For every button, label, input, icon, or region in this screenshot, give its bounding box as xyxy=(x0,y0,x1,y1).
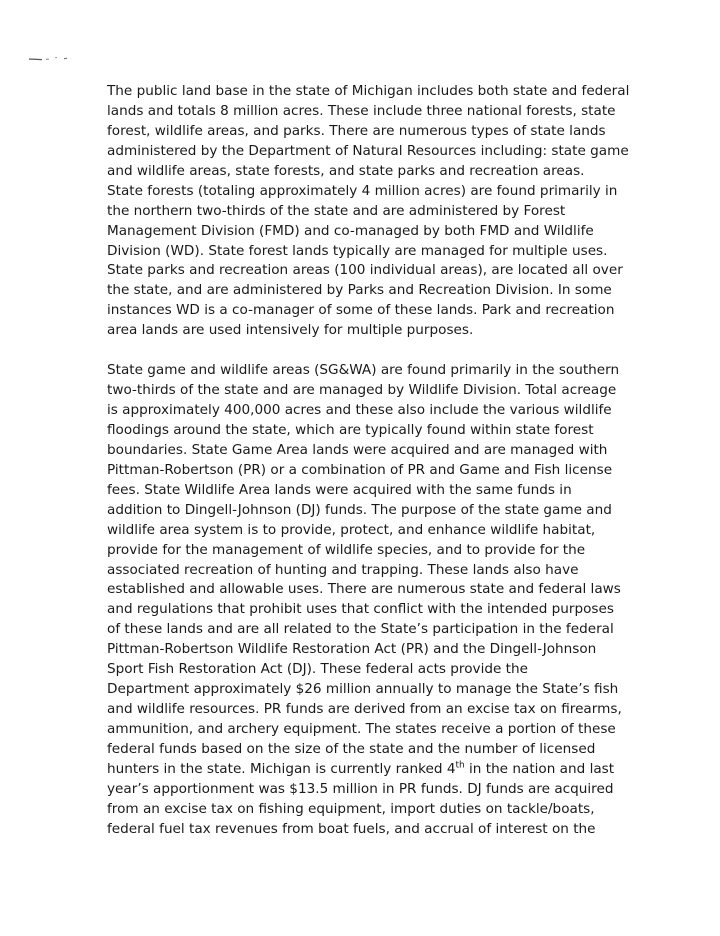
text-line: and regulations that prohibit uses that conflict with the intended purposes xyxy=(107,601,614,618)
text-line: The public land base in the state of Michigan includes both state and federal xyxy=(107,83,630,99)
text-line-ranking xyxy=(107,760,707,780)
text-line: from an excise tax on fishing equipment, import duties on tackle/boats, xyxy=(107,800,595,817)
text-line: Sport Fish Restoration Act (DJ). These federal acts provide the xyxy=(107,661,528,678)
text-line: area lands are used intensively for multiple purposes. xyxy=(107,322,474,339)
text-line: administered by the Department of Natural Resources including: state game xyxy=(107,142,629,159)
text-line: ammunition, and archery equipment. The states receive a portion of these xyxy=(107,721,616,737)
text-line: addition to Dingell-Johnson (DJ) funds. The purpose of the state game and xyxy=(107,501,612,518)
text-line: State parks and recreation areas (100 individual areas), are located all over xyxy=(107,262,623,279)
text-line: year’s apportionment was $13.5 million in PR funds. DJ funds are acquired xyxy=(107,780,614,797)
paragraph-public-land-base xyxy=(107,82,707,341)
text-line: floodings around the state, which are typically found within state forest xyxy=(107,421,594,438)
text-line: and wildlife resources. PR funds are derived from an excise tax on firearms, xyxy=(107,701,622,718)
text-line: forest, wildlife areas, and parks. There are numerous types of state lands xyxy=(107,122,606,139)
text-line: lands and totals 8 million acres. These include three national forests, state xyxy=(107,102,616,119)
ranking-text-after: in the nation and last xyxy=(464,760,615,777)
text-line: is approximately 400,000 acres and these also include the various wildlife xyxy=(107,402,612,418)
text-line: Division (WD). State forest lands typically are managed for multiple uses. xyxy=(107,242,608,259)
text-line: federal funds based on the size of the state and the number of licensed xyxy=(107,740,596,757)
text-line: instances WD is a co-manager of some of these lands. Park and recreation xyxy=(107,302,615,319)
text-line: State forests (totaling approximately 4 million acres) are found primarily in xyxy=(107,182,618,199)
text-line: the northern two-thirds of the state and are administered by Forest xyxy=(107,202,566,219)
paragraph-state-game-wildlife-areas xyxy=(107,361,707,840)
text-line: Pittman-Robertson (PR) or a combination of PR and Game and Fish license xyxy=(107,461,613,478)
text-line: the state, and are administered by Parks and Recreation Division. In some xyxy=(107,282,612,299)
text-line: federal fuel tax revenues from boat fuels, and accrual of interest on the xyxy=(107,820,596,837)
text-line: provide for the management of wildlife species, and to provide for the xyxy=(107,541,586,558)
text-line: two-thirds of the state and are managed by Wildlife Division. Total acreage xyxy=(107,382,617,399)
text-line: Pittman-Robertson Wildlife Restoration Act (PR) and the Dingell-Johnson xyxy=(107,641,597,658)
ordinal-superscript: th xyxy=(455,760,465,771)
text-line: Department approximately $26 million annually to manage the State’s fish xyxy=(107,681,619,698)
text-line: associated recreation of hunting and trapping. These lands also have xyxy=(107,561,579,578)
text-line: fees. State Wildlife Area lands were acquired with the same funds in xyxy=(107,481,572,498)
body-text xyxy=(107,82,707,840)
text-line: boundaries. State Game Area lands were acquired and are managed with xyxy=(107,441,608,458)
text-line: established and allowable uses. There are numerous state and federal laws xyxy=(107,581,621,598)
ranking-text-before: hunters in the state. Michigan is currently ranked 4 xyxy=(107,760,456,777)
scan-artifact-mark xyxy=(28,56,72,62)
paragraph-spacer xyxy=(107,341,707,361)
text-line: State game and wildlife areas (SG&WA) are found primarily in the southern xyxy=(107,362,620,379)
text-line: of these lands and are all related to the State’s participation in the federal xyxy=(107,621,614,638)
text-line: Management Division (FMD) and co-managed by both FMD and Wildlife xyxy=(107,222,594,239)
text-line: wildlife area system is to provide, protect, and enhance wildlife habitat, xyxy=(107,521,596,538)
text-line: and wildlife areas, state forests, and state parks and recreation areas. xyxy=(107,162,585,179)
